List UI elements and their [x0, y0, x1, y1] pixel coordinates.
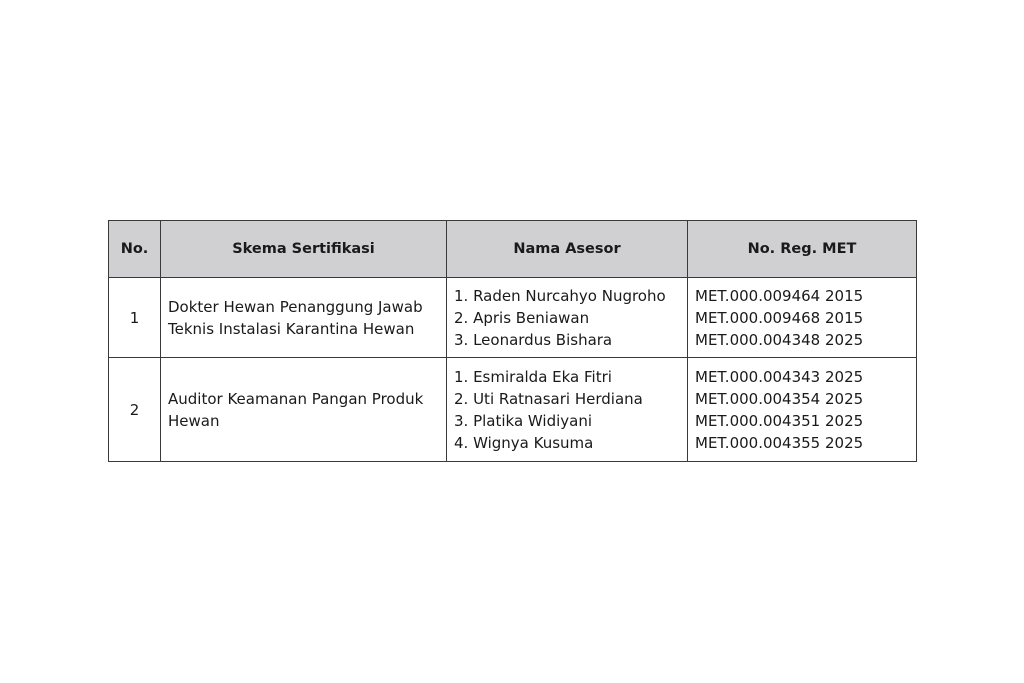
- asesor-name: 3. Platika Widiyani: [454, 411, 593, 430]
- reg-number: MET.000.004355 2025: [695, 433, 864, 452]
- asesor-cell: [447, 278, 688, 358]
- table-header: [109, 221, 917, 278]
- asesor-name: 1. Esmiralda Eka Fitri: [454, 367, 612, 386]
- skema-line: Hewan: [168, 411, 220, 430]
- reg-cell: [688, 278, 917, 358]
- reg-cell: [688, 358, 917, 462]
- asesor-name: 3. Leonardus Bishara: [454, 330, 613, 349]
- table-row: [109, 278, 917, 358]
- header-nama-asesor: Nama Asesor: [447, 221, 688, 278]
- skema-cell: [161, 358, 447, 462]
- reg-number: MET.000.004351 2025: [695, 411, 864, 430]
- skema-line: Dokter Hewan Penanggung Jawab: [168, 297, 423, 316]
- reg-number: MET.000.004354 2025: [695, 389, 864, 408]
- reg-number: MET.000.004343 2025: [695, 367, 864, 386]
- asesor-name: 1. Raden Nurcahyo Nugroho: [454, 286, 666, 305]
- asesor-name: 4. Wignya Kusuma: [454, 433, 594, 452]
- table-row: [109, 358, 917, 462]
- header-no-reg-met: No. Reg. MET: [688, 221, 917, 278]
- skema-line: Auditor Keamanan Pangan Produk: [168, 389, 424, 408]
- table-body: [109, 278, 917, 462]
- certification-table-container: [108, 220, 916, 462]
- header-skema-sertifikasi: Skema Sertifikasi: [161, 221, 447, 278]
- certification-table: [108, 220, 917, 462]
- header-row: [109, 221, 917, 278]
- skema-line: Teknis Instalasi Karantina Hewan: [168, 319, 415, 338]
- skema-cell: [161, 278, 447, 358]
- header-no: No.: [109, 221, 161, 278]
- asesor-cell: [447, 358, 688, 462]
- asesor-name: 2. Uti Ratnasari Herdiana: [454, 389, 643, 408]
- row-number: 2: [109, 358, 161, 462]
- reg-number: MET.000.009464 2015: [695, 286, 864, 305]
- asesor-name: 2. Apris Beniawan: [454, 308, 590, 327]
- reg-number: MET.000.004348 2025: [695, 330, 864, 349]
- row-number: 1: [109, 278, 161, 358]
- reg-number: MET.000.009468 2015: [695, 308, 864, 327]
